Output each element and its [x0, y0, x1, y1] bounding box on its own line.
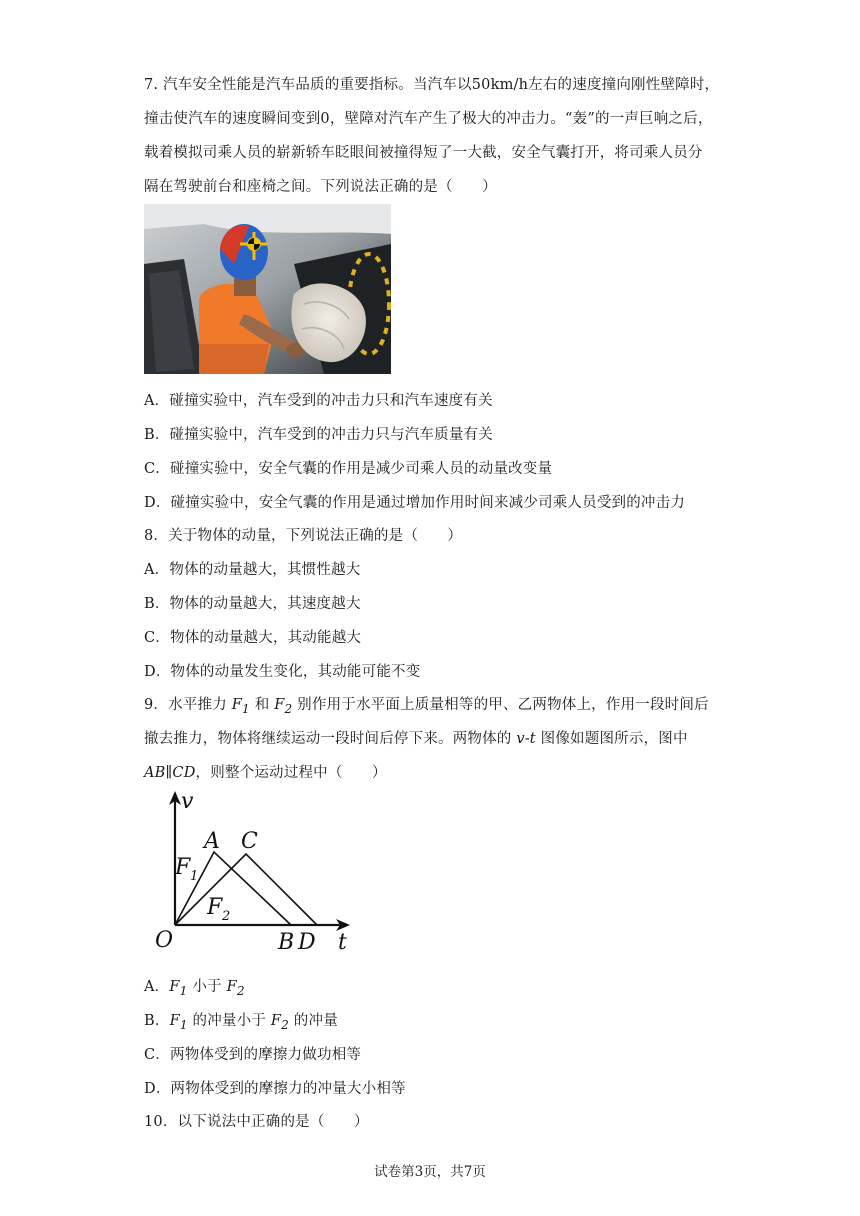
option-prefix: B．	[144, 1013, 170, 1029]
q9-text: 别作用于水平面上质量相等的甲、乙两物体上，作用一段时间后	[292, 697, 709, 713]
q7-option-c: C．碰撞实验中，安全气囊的作用是减少司乘人员的动量改变量	[144, 461, 553, 477]
q7-stem-line-4: 隔在驾驶前台和座椅之间。下列说法正确的是（ ）	[144, 179, 497, 195]
vt-symbol: v-t	[516, 731, 536, 747]
vt-graph	[150, 786, 360, 956]
f2-graph-subscript: 2	[222, 909, 231, 924]
f2-symbol: F	[274, 697, 285, 713]
line-f2-ocd	[175, 854, 317, 925]
q8-option-a: A．物体的动量越大，其惯性越大	[144, 562, 361, 578]
f1-graph-subscript: 1	[190, 869, 199, 884]
option-text: 小于	[187, 979, 227, 995]
q7-option-a: A．碰撞实验中，汽车受到的冲击力只和汽车速度有关	[144, 393, 493, 409]
q9-text: 撤去推力，物体将继续运动一段时间后停下来。两物体的	[144, 731, 517, 747]
origin-label: O	[155, 928, 174, 953]
f2-subscript: 2	[281, 1017, 289, 1032]
q9-text: 图像如题图所示，图中	[535, 731, 688, 747]
f1-graph-label: F	[175, 855, 191, 880]
q7-stem-line-3: 载着模拟司乘人员的崭新轿车眨眼间被撞得短了一大截，安全气囊打开，将司乘人员分	[144, 145, 703, 161]
line-f1-oab	[175, 852, 291, 925]
q7-option-b: B．碰撞实验中，汽车受到的冲击力只与汽车质量有关	[144, 427, 493, 443]
v-label: v	[181, 789, 194, 814]
q9-text: ，则整个运动过程中（ ）	[195, 765, 387, 781]
q9-stem-line-3	[144, 761, 387, 782]
f2-subscript: 2	[284, 701, 293, 716]
f2-symbol: F	[270, 1013, 282, 1029]
q7-stem-line-2: 撞击使汽车的速度瞬间变到0，壁障对汽车产生了极大的冲击力。“轰”的一声巨响之后，	[144, 111, 713, 127]
f2-graph-label: F	[207, 895, 223, 920]
q9-option-a	[144, 975, 245, 998]
t-label: t	[338, 930, 347, 955]
f1-subscript: 1	[242, 701, 250, 716]
ab-parallel-cd: AB∥CD	[144, 765, 196, 781]
crash-test-photo	[144, 204, 391, 374]
f1-symbol: F	[169, 979, 180, 995]
q8-stem: 8．关于物体的动量，下列说法正确的是（ ）	[144, 528, 463, 544]
q9-option-d: D．两物体受到的摩擦力的冲量大小相等	[144, 1081, 406, 1097]
q7-option-d: D．碰撞实验中，安全气囊的作用是通过增加作用时间来减少司乘人员受到的冲击力	[144, 495, 686, 511]
point-a-label: A	[204, 829, 220, 854]
point-b-label: B	[278, 930, 295, 955]
q9-option-b	[144, 1009, 338, 1032]
q8-option-b: B．物体的动量越大，其速度越大	[144, 596, 361, 612]
q9-stem-line-2	[144, 727, 688, 748]
option-text: 的冲量小于	[187, 1013, 271, 1029]
q8-option-d: D．物体的动量发生变化，其动能可能不变	[144, 664, 421, 680]
page-footer: 试卷第3页，共7页	[374, 1164, 486, 1180]
f1-symbol: F	[169, 1013, 180, 1029]
option-prefix: A．	[144, 979, 170, 995]
q8-option-c: C．物体的动量越大，其动能越大	[144, 630, 362, 646]
q9-stem-line-1	[144, 693, 709, 716]
f2-symbol: F	[226, 979, 237, 995]
option-text: 的冲量	[289, 1013, 338, 1029]
q9-option-c: C．两物体受到的摩擦力做功相等	[144, 1047, 362, 1063]
q9-text: 和	[249, 697, 275, 713]
q7-stem-line-1: 7. 汽车安全性能是汽车品质的重要指标。当汽车以50km/h左右的速度撞向刚性壁障时，	[144, 77, 720, 93]
f2-subscript: 2	[236, 983, 245, 998]
q9-text: 9．水平推力	[144, 697, 232, 713]
f1-symbol: F	[231, 697, 242, 713]
f1-subscript: 1	[179, 1017, 188, 1032]
f1-subscript: 1	[179, 983, 188, 998]
point-d-label: D	[298, 930, 316, 955]
q10-stem: 10．以下说法中正确的是（ ）	[144, 1114, 369, 1130]
point-c-label: C	[241, 829, 258, 854]
